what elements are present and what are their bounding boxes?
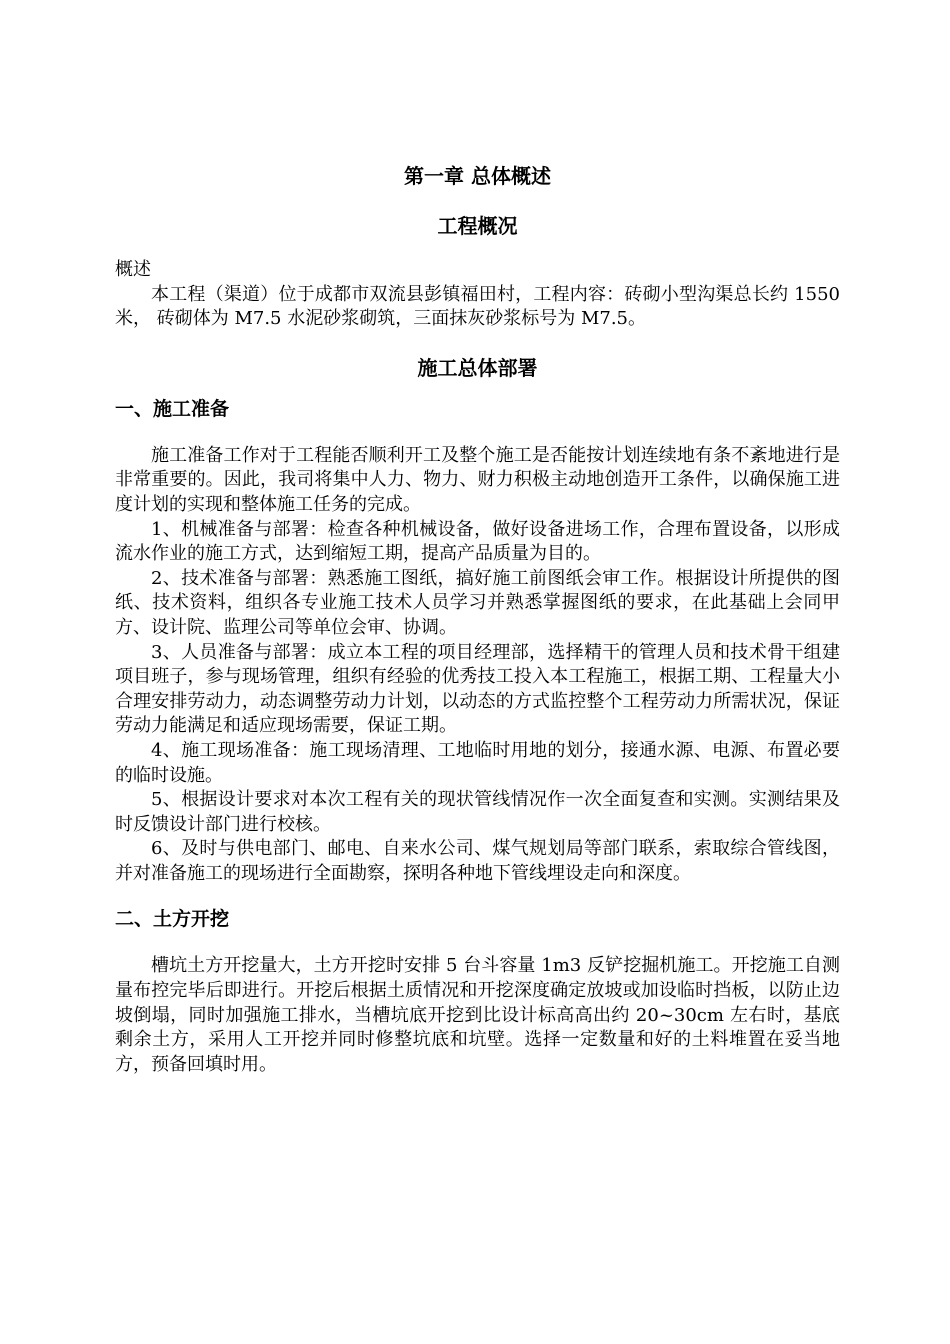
preparation-item-3: 3、人员准备与部署：成立本工程的项目经理部，选择精干的管理人员和技术骨干组建项目班子，参与现场管理，组织有经验的优秀技工投入本工程施工，根据工期、工程量大小合理安排劳动力，动态调整劳动力计划，以动态的方式监控整个工程劳动力所需状况，保证劳动力能满足和适应现场需要，保证工期。	[115, 641, 840, 737]
overview-label: 概述	[115, 259, 151, 280]
earthwork-heading: 二、土方开挖	[115, 908, 230, 931]
preparation-item-4: 4、施工现场准备：施工现场清理、工地临时用地的划分，接通水源、电源、布置必要的临时设施。	[115, 739, 840, 786]
earthwork-text: 槽坑土方开挖量大，土方开挖时安排 5 台斗容量 1m3 反铲挖掘机施工。开挖施工自测量布控完毕后即进行。开挖后根据土质情况和开挖深度确定放坡或加设临时挡板，以防止边坡倒塌，同时加强施工排水，当槽坑底开挖到比设计标高高出约 20~30cm 左右时，基底剩余土方，采用人工开挖并同时修整坑底和坑壁。选择一定数量和好的土料堆置在妥当地方，预备回填时用。	[115, 955, 840, 1075]
overview-title: 工程概况	[437, 214, 518, 238]
document-page	[115, 160, 840, 1077]
deployment-title: 施工总体部署	[417, 355, 538, 380]
chapter-title: 第一章 总体概述	[404, 164, 551, 188]
preparation-item-5: 5、根据设计要求对本次工程有关的现状管线情况作一次全面复查和实测。实测结果及时反馈设计部门进行校核。	[115, 789, 840, 835]
preparation-item-6: 6、及时与供电部门、邮电、自来水公司、煤气规划局等部门联系，索取综合管线图，并对准备施工的现场进行全面勘察，探明各种地下管线埋设走向和深度。	[115, 838, 840, 884]
overview-text: 本工程（渠道）位于成都市双流县彭镇福田村，工程内容：砖砌小型沟渠总长约 1550 米， 砖砌体为 M7.5 水泥砂浆砌筑，三面抹灰砂浆标号为 M7.5。	[115, 283, 840, 330]
preparation-item-1: 1、机械准备与部署：检查各种机械设备，做好设备进场工作，合理布置设备，以形成流水作业的施工方式，达到缩短工期，提高产品质量为目的。	[115, 518, 840, 565]
preparation-item-2: 2、技术准备与部署：熟悉施工图纸，搞好施工前图纸会审工作。根据设计所提供的图纸、技术资料，组织各专业施工技术人员学习并熟悉掌握图纸的要求，在此基础上会同甲方、设计院、监理公司等单位会审、协调。	[115, 567, 840, 638]
preparation-intro: 施工准备工作对于工程能否顺利开工及整个施工是否能按计划连续地有条不紊地进行是非常重要的。因此，我司将集中人力、物力、财力积极主动地创造开工条件，以确保施工进度计划的实现和整体施工任务的完成。	[115, 444, 840, 515]
preparation-heading: 一、施工准备	[115, 397, 230, 420]
